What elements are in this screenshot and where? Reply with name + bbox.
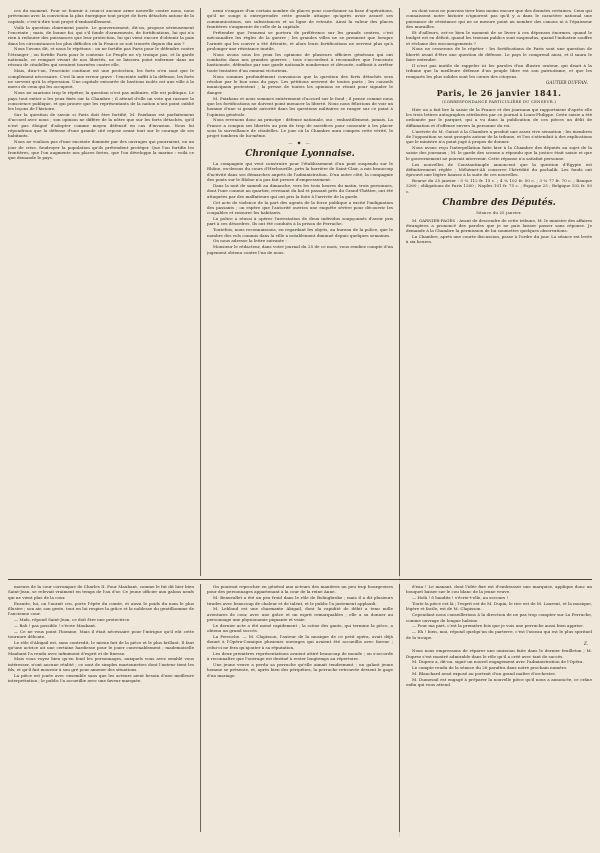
section-title-chronique: Chronique Lyonnaise. <box>245 149 355 160</box>
paragraph: nemi s'empare d'un certain nombre de places pour coordonner sa base d'opérations, qu'il ne songe à entreprendre cette grande attaque qu'après avoir assuré ses communications, ses subsistances et sa ligne de retraite. Ainsi la valeur des places frontières s'augmente de celle de la capitale. <box>207 8 393 30</box>
top-column-1 <box>8 8 194 576</box>
paragraph: Et d'ailleurs, est-ce bien le moment de se livrer à ces dépenses énormes, quand le budget est en déficit, quand les travaux publics sont suspendus, quand l'industrie souffre et réclame des encouragements ? <box>406 29 592 46</box>
bottom-column-1 <box>8 584 194 832</box>
paragraph: Nous revenons donc au principe : défense nationale, oui ; embastillement, jamais. La France a conquis ses libertés au prix de trop de sacrifices pour consentir à les placer sous la surveillance de citadelles. Le jour où la Chambre aura compris cette vérité, le projet tombera de lui-même. <box>207 117 393 139</box>
paragraph: Nous ne saurions trop le répéter, la question n'est pas militaire, elle est politique. Le pays tout entier a les yeux fixés sur la Chambre ; il attend d'elle un vote qui rassure la conscience publique, et qui prouve que les représentants de la nation n'ont point oublié les leçons de l'histoire. <box>8 90 194 112</box>
paragraph: Nous sommes profondément convaincus que la question des forts détachés sera résolue par le bon sens du pays. Les pétitions arrivent de toutes parts ; les conseils municipaux protestent ; la presse de toutes les opinions se réunit pour signaler le danger. <box>207 73 393 95</box>
paragraph: La compagnie qui veut construire pour l'établissement d'un pont suspendu sur le Rhône, en-dessus du cours d'Herbouville, près la barrière de Saint-Clair, a mis beaucoup d'activité dans ses démarches auprès de l'administration. D'un autre côté, la compagnie des ponts sur le Rhône n'a pas fait preuve d'empressement. <box>207 161 393 183</box>
paragraph: Nous ne cesserons de le répéter : les fortifications de Paris sont une question de liberté avant d'être une question de défense. Le pays le comprend ainsi, et il saura le faire entendre. <box>406 46 592 63</box>
paragraph: — Eh ! bien, moi, répond quelqu'un du parterre, c'est l'oiseau qui est le plus spirituel de la troupe. <box>406 629 592 640</box>
top-column-3 <box>406 8 592 576</box>
paragraph: — Ce ne vous point l'homme. Mais il était nécessaire pour l'intrigue qu'il eût cette tournure délicate. <box>8 628 194 640</box>
paragraph: Les nouvelles de Constantinople annoncent que la question d'Égypte est définitivement réglée ; Méhémet-Ali conserve l'hérédité du pachalik. Les fonds ont éprouvé une légère hausse à la suite de ces nouvelles. <box>406 161 592 178</box>
paragraph: Prétendre que l'ennemi se portera de préférence sur les grands centres, c'est méconnaître les règles de la guerre ; les grandes villes ne se prennent que lorsque l'armée qui les couvre a été détruite, et alors leurs fortifications ne servent plus qu'à prolonger une résistance inutile. <box>207 29 393 51</box>
paragraph: Il n'est pas inutile de rappeler ici les paroles d'un illustre orateur, qui disait à la tribune que la meilleure défense d'un peuple libre est son patriotisme, et que les remparts les plus solides sont les cœurs des citoyens. <box>406 62 592 79</box>
paragraph: La Chambre, après une courte discussion, passe à l'ordre du jour. La séance est levée à six heures. <box>406 234 592 245</box>
paragraph: — Pour ma part, c'est la première fois que je vois une perruche aussi bien apprise. <box>412 623 584 629</box>
paragraph: Le compte rendu de la séance du 26 paraîtra dans notre prochain numéro. <box>412 665 568 671</box>
paragraph: La pièce est jouée avec ensemble sans que les acteurs aient besoin d'une meilleure interprétation ; le public l'a accueillie avec une faveur marquée. <box>8 673 194 684</box>
paragraph: Ensuite, lui, on l'aurait cru, porte l'épée du comte, et aussi le poids du nom le plus illustre ; son air, son geste, tout en lui respire la grâce et la noblesse du gentilhomme de l'ancienne cour. <box>8 600 194 617</box>
paragraph: M. Dumesnil est engagé à préparer la nouvelle pièce qu'il nous a annoncée, ce crâne enfin qui vous attend. <box>406 677 592 688</box>
paragraph: Cet acte de violence de la part des agents de la force publique a excité l'indignation des passants ; on espère que l'autorité ouvrira une enquête sévère pour découvrir les coupables et rassurer les habitants. <box>207 199 393 216</box>
bottom-column-2 <box>207 584 393 832</box>
paragraph: en dont nous ne pouvons tirer bien moins encore que des données certaines. Ceux qui connaissent notre histoire n'ignorent pas qu'il y a dans le caractère national une puissance de résistance qui ne se mesure point au nombre des canons ni à l'épaisseur des murailles. <box>406 8 592 30</box>
paragraph: Toute la pièce est là ; l'esprit est de M. Dupin, le rire est de M. Laurent, et la musique, légère et facile, est de M. Clapisson. <box>406 601 592 612</box>
bottom-column-3 <box>406 584 592 832</box>
paragraph: Cependant nous conseillerions à la direction de ne pas trop compter sur La Perruche, comme ouvrage de longue haleine. <box>406 612 592 623</box>
newspaper-page <box>8 8 592 837</box>
feuilleton-divider <box>8 579 592 580</box>
page-fold <box>399 8 400 837</box>
paragraph: M. Duprez a, dit-on, signé un nouvel engagement avec l'administration de l'Opéra. <box>412 659 584 665</box>
paragraph: M. Beauvallet a été un peu froid dans le rôle de Bolingbroke ; mais il a dit plusieurs tirades avec beaucoup de chaleur et de talent, et le public l'a justement applaudi. <box>207 595 393 606</box>
section-ornament: — ◆ — <box>288 139 312 145</box>
paragraph: ces du moment. Pour se fournir à ceux-ci aucune arme nouvelle contre nous, nous prévenons avec la conviction la plus énergique tout projet de forts détachés autour de la capitale, c'est-à-dire tout projet d'embastillement. <box>8 8 194 24</box>
paragraph: d'eau ! Le manant, dont l'idée fixe est d'embrasser une marquise, applique donc un bouquet baiser sur le cou blanc de la jeune veuve. <box>406 584 592 595</box>
feuilleton-signature: Z. <box>583 640 588 646</box>
paragraph: Le rôle d'Abigail est, sans contredit, le mieux fait de la pièce et le plus brillant. Il faut qu'une actrice ait une certaine hardiesse pour le jouer convenablement ; mademoiselle Maubant l'a rendu avec infiniment d'esprit et de finesse. <box>8 639 194 656</box>
paragraph: L'arrivée de M. Guizot à la Chambre a produit une assez vive sensation ; les membres de l'opposition se sont groupés autour de la tribune, et l'on s'attendait à des explications que le ministre n'a point jugé à propos de donner. <box>406 128 592 145</box>
dateline-subtitle: (CORRESPONDANCE PARTICULIÈRE DU CENSEUR.) <box>442 99 556 105</box>
paragraph: Une jeune veuve a perdu sa perruche qu'elle aimait tendrement ; un galant jeune homme se présente, et, après bien des péripéties, la perruche retrouvée devient le gage d'un mariage. <box>207 661 393 678</box>
paragraph: M. Leblond est une charmante Abigail, dont la rapidité de débit a tenu mille aventures de cour, avec une grâce et un esprit remarquables ; elle a su donner au personnage une physionomie piquante et vraie. <box>207 606 393 623</box>
paragraph: Monsieur le rédacteur, dans votre journal du 25 de ce mois, vous rendiez compte d'un jugement obtenu contre l'un de nous. <box>207 244 393 255</box>
paragraph: M. Paixhans et nous sommes entièrement d'accord sur le fond ; il pense comme nous que les fortifications ne doivent point menacer la liberté. Nous nous félicitons de voir un homme d'une si grande autorité dans les questions militaires se ranger sur ce point à l'opinion générale. <box>207 95 393 117</box>
paragraph: Nous avons sous les yeux les opinions de plusieurs officiers généraux qui ont combattu dans nos grandes guerres ; tous s'accordent à reconnaître que l'enceinte bastionnée, défendue par une garde nationale nombreuse et dévouée, suffirait à arrêter toute tentative d'un ennemi victorieux. <box>207 51 393 73</box>
paragraph: Les deux premières représentations avaient attiré beaucoup de monde ; on s'accorde à reconnaître que l'ouvrage est destiné à rester longtemps au répertoire. <box>207 650 393 661</box>
paragraph: Hier on a fait lire la saisie de la France et des journaux qui rapportaient d'après elle les trois lettres autographes attribuées par ce journal à Louis-Philippe. Cette saisie a été ordonnée par le parquet, qui a vu dans la publication de ces pièces un délit de diffamation et d'offense envers la personne du roi. <box>406 106 592 128</box>
paragraph: La Perruche. — M. Clapisson, l'auteur de la musique de ce petit opéra, avait déjà donné à l'Opéra-Comique plusieurs ouvrages qui avaient été accueillis avec faveur ; celui-ci ne fera qu'ajouter à sa réputation. <box>207 634 393 650</box>
paragraph: Sur la question de savoir si Paris doit être fortifié, M. Paixhans est parfaitement d'accord avec nous ; son opinion ne diffère de la nôtre que sur les forts détachés, qu'il n'est pas éloigné d'adopter comme moyen défensif en cas d'invasion. Nous lui répondrons que la défense d'une grande cité repose avant tout sur le courage de ses habitants. <box>8 112 194 139</box>
paragraph: — Holà ! ô bandits ! s'écrie-t-elle, au secours ! <box>412 595 509 601</box>
paragraph: moeurs de la cour corrompue de Charles II. Pour Maubant, comme le fut dit hier bien Saint-Jean, se relevait vraiment en temps de l'au d'or. Ce jeune officier aux galons neufs qui ne vient plus de la cour. <box>8 584 194 600</box>
paragraph: La police a réussi à opérer l'arrestation de deux individus soupçonnés d'avoir pris part à ces désordres. Ils ont été conduits à la prison de Perrache. <box>207 216 393 227</box>
article-signature: GAUTIER DUFFAN. <box>546 79 588 85</box>
paragraph: Dans la nuit de samedi au dimanche, vers les trois heures du matin, trois personnes, dont l'une connue au quartier, revenant du bal et passant près du Grand-Théâtre, ont été attaquées par des malfaiteurs qui ont pris la fuite à l'arrivée de la garde. <box>207 182 393 199</box>
paragraph: Mais, dira-t-on, l'enceinte continue est une protection, les forts n'en sont que le complément nécessaire. C'est là une erreur grave : l'enceinte suffit à la défense, les forts ne servent qu'à la répression. Une capitale entourée de bastions isolés est une ville à la merci de ceux qui les occupent. <box>8 68 194 90</box>
paragraph: — Bah ! pas possible ! s'écrie Maubant. <box>14 622 97 628</box>
paragraph: M. GARNIER-PAGÈS : Avant de descendre de cette tribune, M. le ministre des affaires étrangères a prononcé des paroles que je ne puis laisser passer sans réponse. Je demande à la Chambre la permission de lui soumettre quelques observations. <box>406 217 592 234</box>
paragraph: Voilà la question clairement posée. Le gouvernement, dit-on, propose sérieusement l'enceinte ; mais, de bonne foi, qui s'il fonde d'armements, de fortifications, lui qui n'a rien à redouter des puissances que leur protection, lui qui vient encore d'obtenir la paix dans les circonstances les plus difficiles où la France se soit trouvée depuis dix ans ? <box>8 24 194 46</box>
top-section <box>8 8 592 576</box>
top-column-2 <box>207 8 393 576</box>
paragraph: Mais vous voyez bien qu'en fond les personnages, auxquels vous avez semblé vous intéresser, n'ont aucune réalité ; ce sont de simples marionnettes dont l'auteur tient les fils, et qu'il fait mouvoir à son gré pour amener des situations. <box>8 656 194 673</box>
paragraph: Nous ne voulons pas d'une enceinte dominée par des ouvrages qui pourraient, en un jour de crise, foudroyer la population qu'ils prétendent protéger. Que l'on fortifie les frontières, que l'on augmente nos places fortes, que l'on développe la marine : voilà ce que demande le pays. <box>8 139 194 161</box>
paragraph: On pourrait reprocher en général aux acteurs des manières un peu trop bourgeoises pour des personnages appartenant à la cour de la reine Anne. <box>207 584 393 595</box>
paragraph: Nous l'avons dit, et nous le répétons : on ne fortifie pas Paris pour le défendre contre l'étranger ; on fortifie Paris pour le contenir. Le Peuple ne s'y trompe pas, et la garde nationale, ce rempart vivant de nos libertés, ne se laissera point enfermer dans un réseau de citadelles qui seraient tournées contre elle. <box>8 46 194 68</box>
feuilleton-section <box>8 584 592 832</box>
dateline: Paris, le 26 janvier 1841. <box>436 88 562 99</box>
paragraph: M. Blanchard avait exposé au portrait d'un grand maître d'orchestre. <box>412 671 557 677</box>
paragraph: Bourse du 25 janvier : 5 % 112 fr. 15 c. ; 4 % 102 fr. 50 c. ; 3 % 77 fr. 70 c. ; Banque 3260 ; obligations de Paris 1260 ; Naples 101 fr. 75 c. ; Espagne 23 ; Belgique 102 fr. 50 c. <box>406 178 592 194</box>
paragraph: — Maîs, répond Saint-Jean, ce doit être une protectrice. <box>14 617 131 623</box>
section-subtitle: Séance du 25 janvier. <box>476 210 522 216</box>
paragraph: Le dernier acte a été mené rapidement ; la scène des gants, qui termine la pièce, a obtenu un grand succès. <box>207 622 393 634</box>
section-title-chambre: Chambre des Députés. <box>442 198 556 209</box>
paragraph: Nous nous empressons de réparer une omission faite dans le dernier feuilleton ; M. Duprez s'est montré admirable dans le rôle qu'il a créé avec tant de succès. <box>406 648 592 659</box>
paragraph: Nous avons reçu l'interpellation faite hier à la Chambre des députés au sujet de la saisie des journaux ; M. le garde des sceaux a répondu que la justice était saisie et que le gouvernement ne pouvait intervenir. Cette réponse n'a satisfait personne. <box>406 145 592 161</box>
column-divider <box>200 584 201 832</box>
paragraph: Toutefois, nous reconnaissons, en regardant les objets, au bureau de la police, que le nombre des vols commis dans la ville a notablement diminué depuis quelques semaines. <box>207 227 393 238</box>
column-divider <box>200 8 201 576</box>
paragraph: On nous adresse la lettre suivante : <box>213 238 287 244</box>
